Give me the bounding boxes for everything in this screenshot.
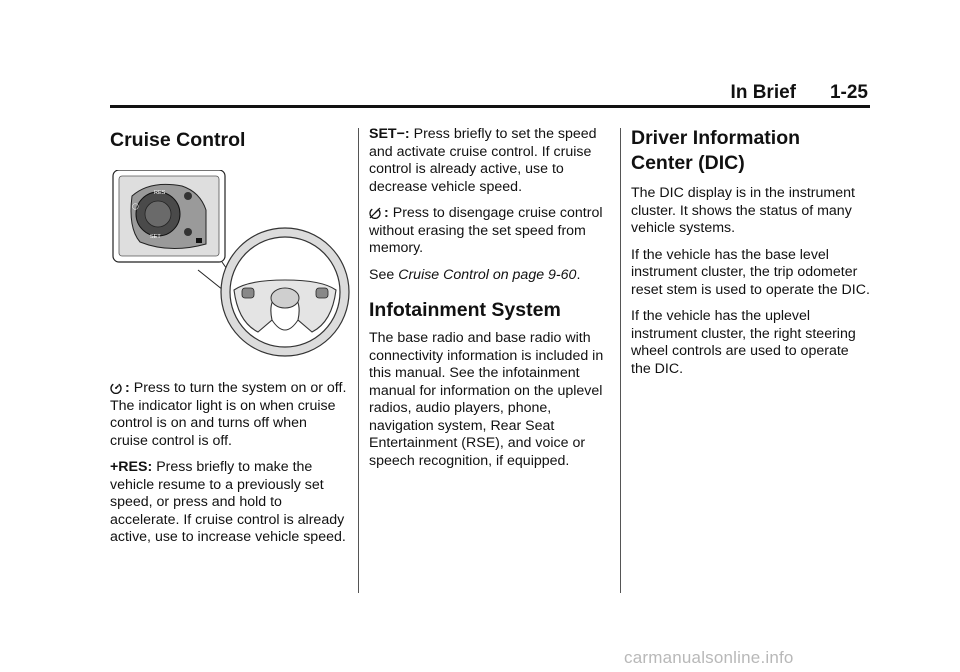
cruise-control-heading: Cruise Control [110,129,246,151]
column-1 [110,126,348,556]
see-prefix: See [369,266,395,283]
dic-heading-line2: Center (DIC) [631,152,745,174]
section-title: In Brief [730,82,796,103]
page-header [110,80,870,106]
power-paragraph [110,380,348,450]
column-2 [369,126,607,479]
svg-text:RES: RES [154,190,166,196]
res-label: +RES: [110,459,153,475]
column-divider-1 [358,128,359,593]
dic-heading-line1: Driver Information [631,127,801,149]
column-divider-2 [620,128,621,593]
cancel-text: Press to disengage cruise control without erasing the set speed from memory. [369,205,603,256]
steering-wheel-figure [110,170,350,360]
cancel-paragraph [369,205,607,258]
see-suffix: . [576,266,581,283]
dic-paragraph-1: The DIC display is in the instrument cluster. It shows the status of many vehicle systems. [631,185,855,236]
steering-wheel-illustration [110,170,350,360]
set-paragraph [369,126,607,196]
dic-heading [631,126,871,176]
cruise-power-icon [110,382,122,394]
infotainment-paragraph: The base radio and base radio with connectivity information is included in this manual. See the infotainment manual for information on the uplevel radios, audio players, phone, navigation system, Rear Seat Entertainment (RSE), and voice or speech recognition, if equipped. [369,330,604,469]
svg-text:◯: ◯ [132,204,139,210]
set-text: Press briefly to set the speed and activate cruise control. If cruise control is already active, use to decrease vehicle speed. [369,126,597,195]
cruise-cancel-icon [369,207,381,219]
dic-paragraph-3: If the vehicle has the uplevel instrument cluster, the right steering wheel controls are used to operate the DIC. [631,308,856,377]
res-paragraph [110,459,348,547]
column-3 [631,126,871,387]
see-reference [369,267,607,285]
infotainment-heading: Infotainment System [369,299,561,321]
power-text: Press to turn the system on or off. The indicator light is on when cruise control is on and turns off when cruise control is off. [110,380,347,449]
page-number: 1-25 [829,82,868,103]
cancel-label: : [384,205,389,221]
power-label: : [125,380,130,396]
set-label-text: SET−: [369,126,410,142]
res-text: Press briefly to make the vehicle resume to a previously set speed, or press and hold to accelerate. If cruise control is already active, use to increase vehicle speed. [110,459,346,545]
dic-paragraph-2: If the vehicle has the base level instrument cluster, the trip odometer reset stem is used to operate the DIC. [631,246,870,298]
cruise-control-reference: Cruise Control on page 9-60 [398,266,577,283]
set-label: SET [150,234,161,240]
watermark: carmanualsonline.info [624,648,794,667]
header-rule [110,105,870,108]
